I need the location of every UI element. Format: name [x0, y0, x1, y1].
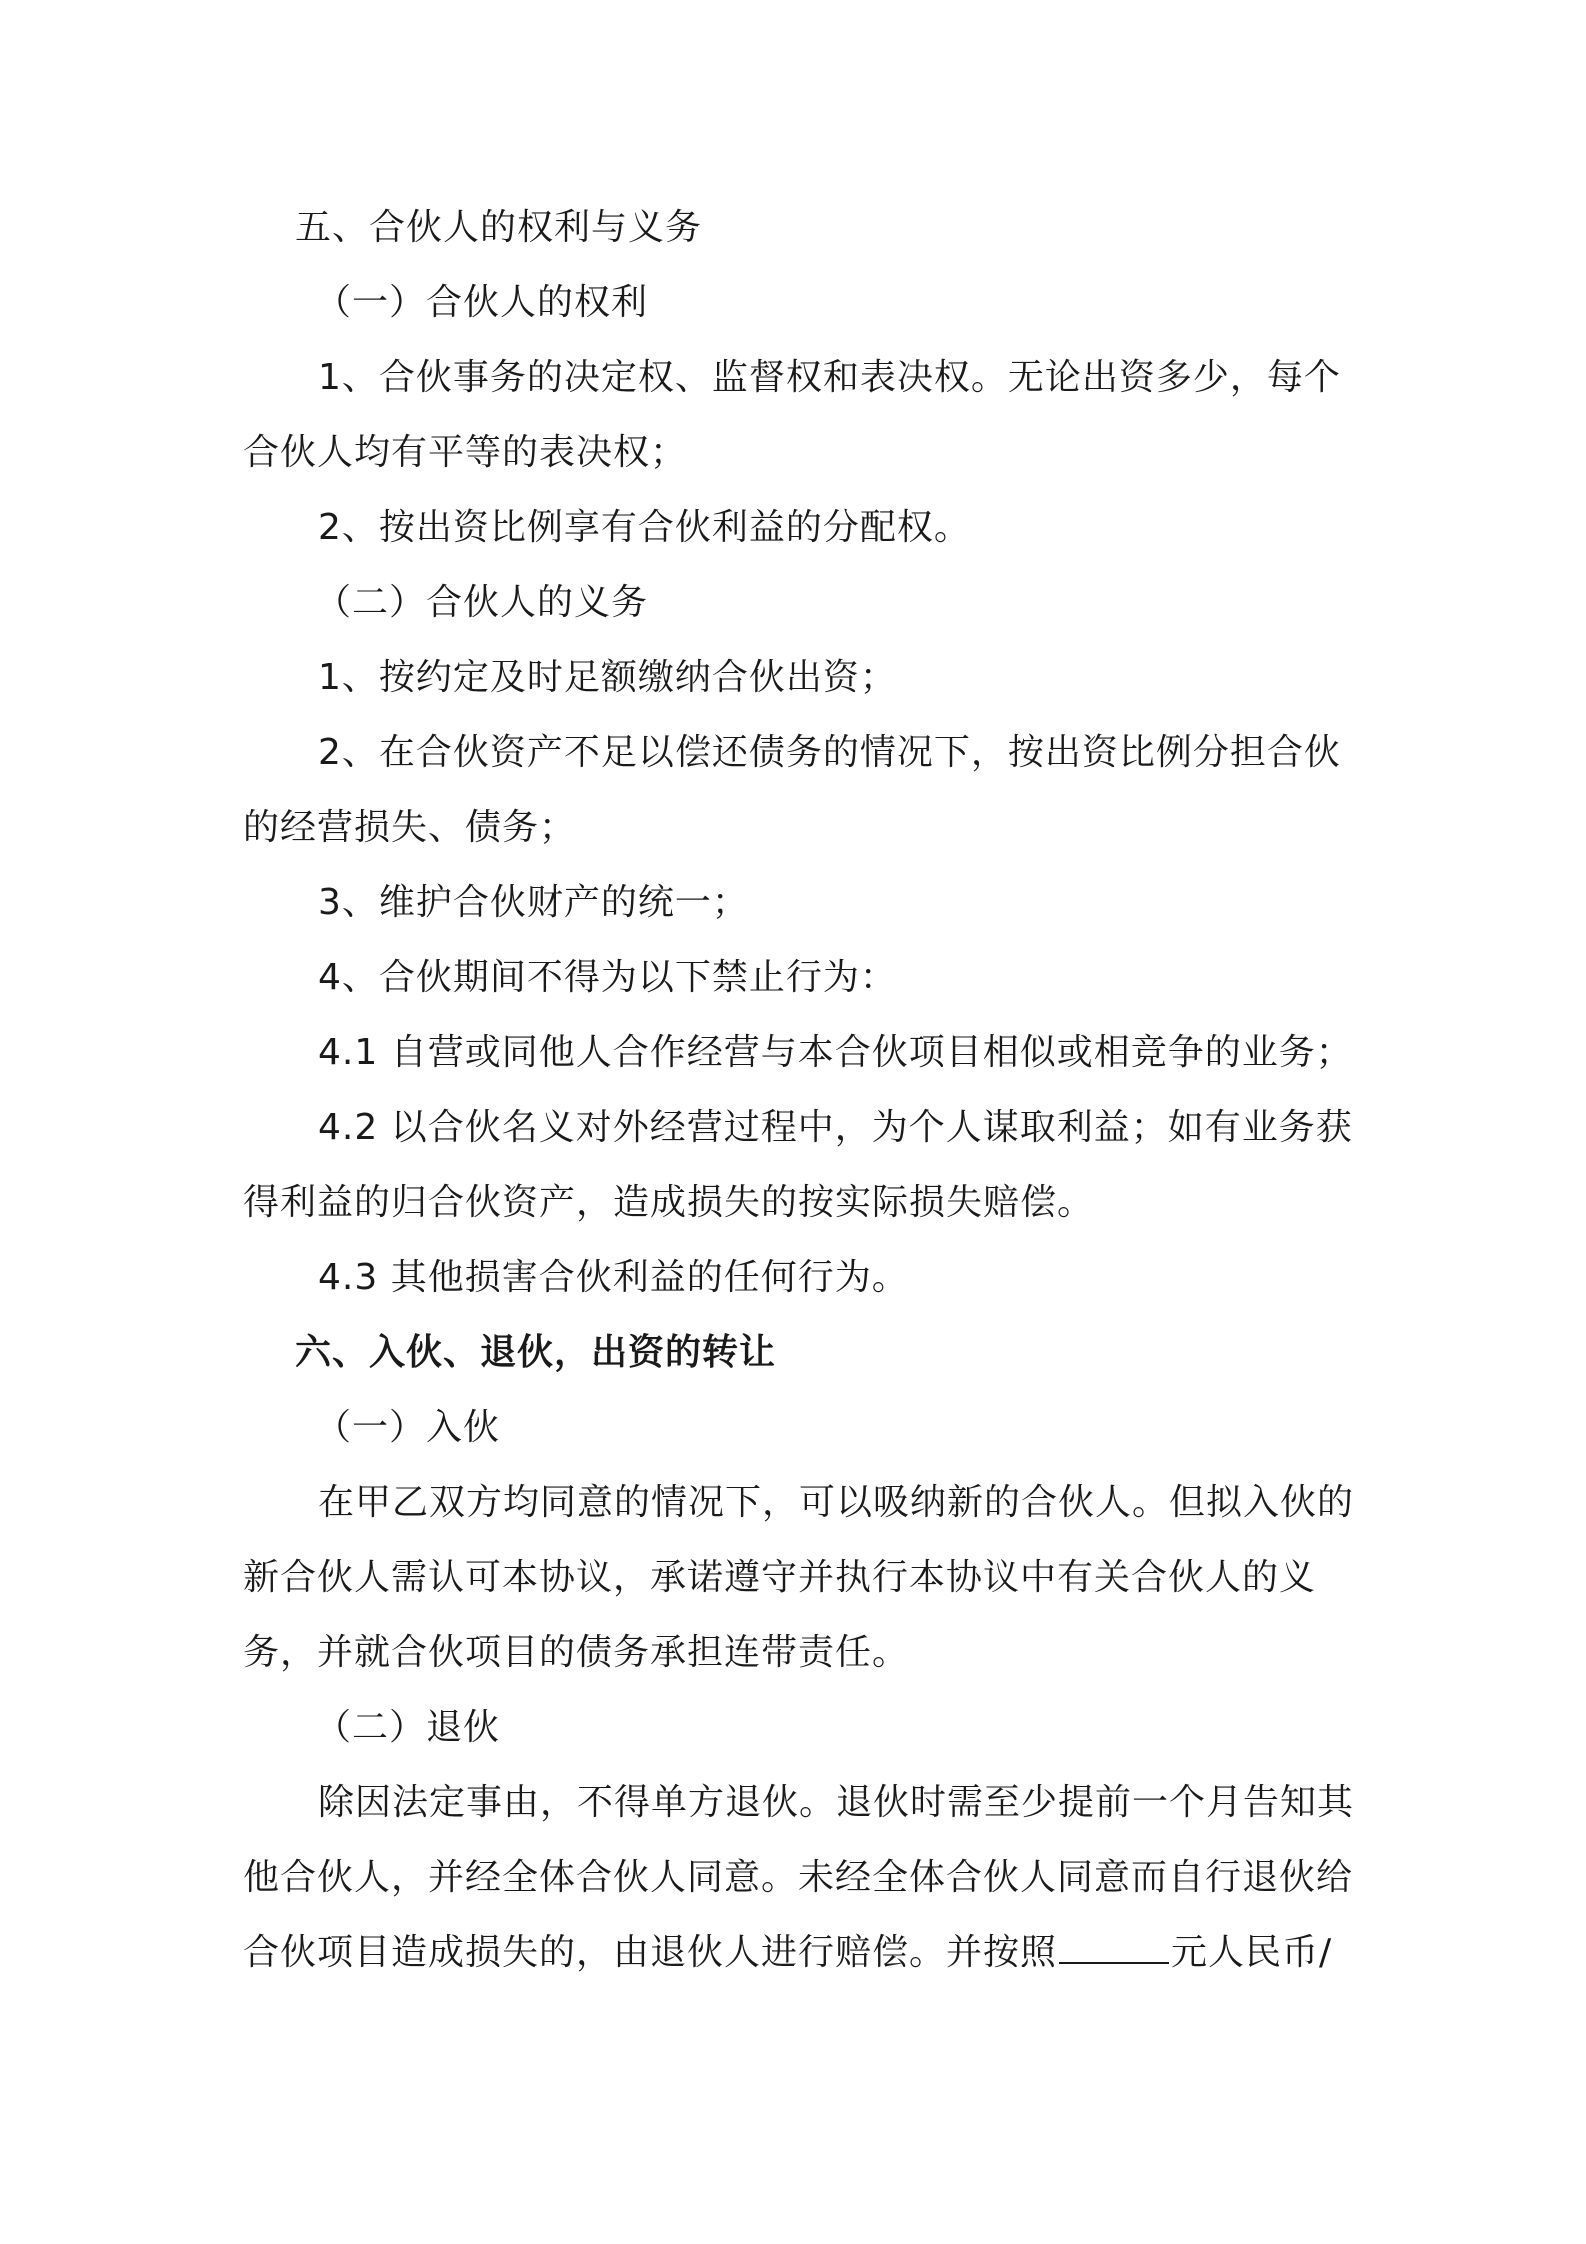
- paragraph-line: 4.3 其他损害合伙利益的任何行为。: [318, 1257, 909, 1298]
- section-heading-5: 五、合伙人的权利与义务: [295, 207, 703, 248]
- paragraph-line: 的经营损失、债务；: [243, 807, 577, 848]
- fill-in-blank: [1059, 1922, 1169, 1964]
- paragraph-line-with-blank: [243, 1915, 1353, 1991]
- paragraph-line: 2、按出资比例享有合伙利益的分配权。: [318, 507, 971, 548]
- paragraph-line: 除因法定事由，不得单方退伙。退伙时需至少提前一个月告知其: [318, 1782, 1355, 1823]
- paragraph-line: 3、维护合伙财产的统一；: [318, 882, 749, 923]
- paragraph-line: 在甲乙双方均同意的情况下，可以吸纳新的合伙人。但拟入伙的: [318, 1482, 1355, 1523]
- paragraph-line: 得利益的归合伙资产，造成损失的按实际损失赔偿。: [243, 1182, 1095, 1223]
- paragraph-line: 务，并就合伙项目的债务承担连带责任。: [243, 1632, 910, 1673]
- subsection-heading-obligations: （二）合伙人的义务: [315, 582, 649, 623]
- paragraph-line: 4.2 以合伙名义对外经营过程中，为个人谋取利益；如有业务获: [318, 1107, 1353, 1148]
- paragraph-line: 4、合伙期间不得为以下禁止行为：: [318, 957, 897, 998]
- subsection-heading-join: （一）入伙: [315, 1407, 501, 1448]
- paragraph-line: 4.1 自营或同他人合作经营与本合伙项目相似或相竞争的业务；: [318, 1032, 1353, 1073]
- paragraph-line: 1、按约定及时足额缴纳合伙出资；: [318, 657, 897, 698]
- paragraph-line: 他合伙人，并经全体合伙人同意。未经全体合伙人同意而自行退伙给: [243, 1857, 1354, 1898]
- subsection-heading-withdraw: （二）退伙: [315, 1707, 501, 1748]
- paragraph-text: 合伙项目造成损失的，由退伙人进行赔偿。并按照: [243, 1932, 1058, 1973]
- paragraph-line: 1、合伙事务的决定权、监督权和表决权。无论出资多少，每个: [318, 357, 1341, 398]
- section-heading-6: 六、入伙、退伙，出资的转让: [295, 1332, 777, 1373]
- paragraph-line: 合伙人均有平等的表决权；: [243, 432, 688, 473]
- paragraph-line: 新合伙人需认可本协议，承诺遵守并执行本协议中有关合伙人的义: [243, 1557, 1317, 1598]
- paragraph-line: 2、在合伙资产不足以偿还债务的情况下，按出资比例分担合伙: [318, 732, 1341, 773]
- subsection-heading-rights: （一）合伙人的权利: [315, 282, 649, 323]
- paragraph-text: 元人民币/: [1171, 1932, 1333, 1973]
